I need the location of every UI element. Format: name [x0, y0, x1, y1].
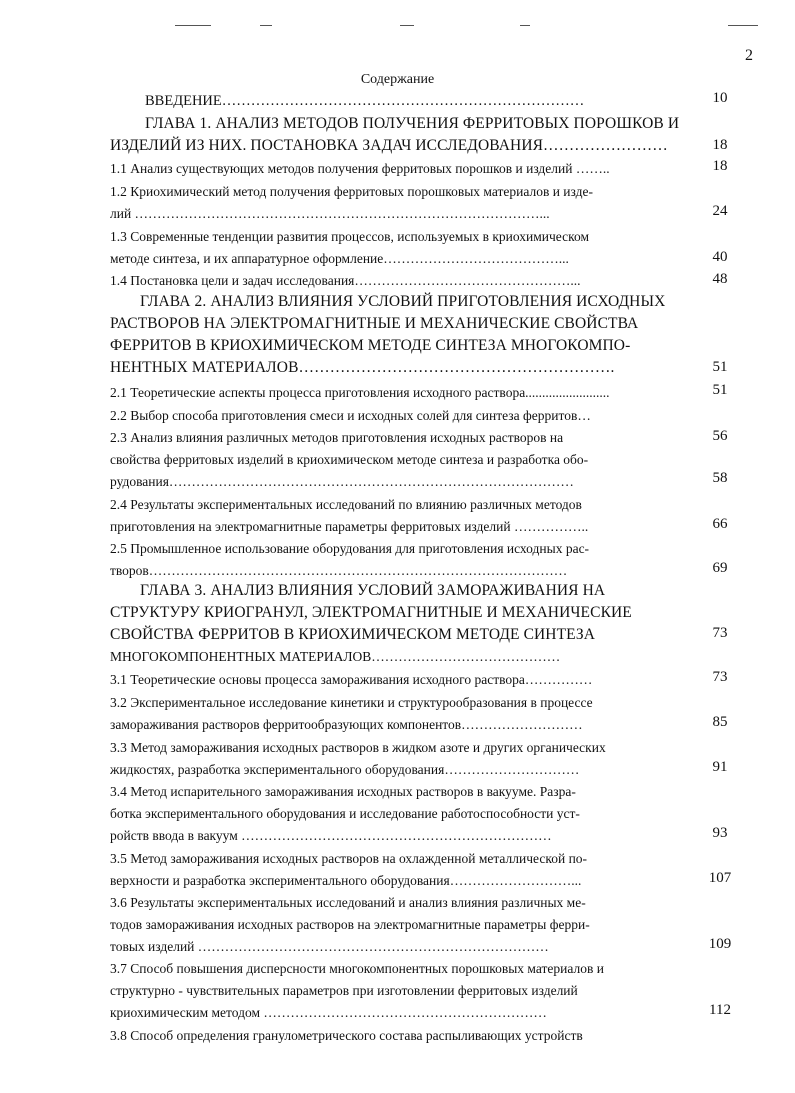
toc-3-7-line-2: структурно - чувствительных параметров при изготовлении ферритовых изделий	[110, 983, 578, 998]
toc-page-3-3: 91	[712, 759, 728, 775]
toc-intro: ВВЕДЕНИЕ…………………………………………………………………	[145, 93, 585, 109]
toc-chapter-1-line-2: ИЗДЕЛИЙ ИЗ НИХ. ПОСТАНОВКА ЗАДАЧ ИССЛЕДОВАНИЯ……………………	[110, 137, 668, 154]
toc-3-6-line-1: 3.6 Результаты экспериментальных исследований и анализ влияния различных ме-	[110, 895, 586, 910]
toc-3-3-line-1: 3.3 Метод замораживания исходных растворов в жидком азоте и других органических	[110, 740, 606, 755]
toc-3-2-line-1: 3.2 Экспериментальное исследование кинетики и структурообразования в процессе	[110, 695, 593, 710]
toc-page-3-5: 107	[708, 870, 732, 886]
toc-3-3-line-2: жидкостях, разработка экспериментального оборудования…………………………	[110, 762, 580, 777]
toc-3-7-line-1: 3.7 Способ повышения дисперсности многокомпонентных порошковых материалов и	[110, 961, 604, 976]
page-title: Содержание	[360, 72, 435, 87]
toc-chapter-2-line-1: ГЛАВА 2. АНАЛИЗ ВЛИЯНИЯ УСЛОВИЙ ПРИГОТОВЛЕНИЯ ИСХОДНЫХ	[140, 293, 666, 310]
toc-page-2-1: 51	[712, 382, 728, 398]
toc-2-5-line-2: творов…………………………………………………………………………………	[110, 563, 568, 578]
toc-2-4-line-2: приготовления на электромагнитные параметры ферритовых изделий ……………..	[110, 519, 589, 534]
toc-1-3-line-1: 1.3 Современные тенденции развития процессов, используемых в криохимическом	[110, 229, 590, 244]
toc-page-2-4: 66	[712, 516, 728, 532]
toc-page-3-7: 112	[709, 1002, 731, 1018]
toc-chapter-1-line-1: ГЛАВА 1. АНАЛИЗ МЕТОДОВ ПОЛУЧЕНИЯ ФЕРРИТОВЫХ ПОРОШКОВ И	[145, 115, 680, 132]
toc-page-intro: 10	[712, 90, 728, 106]
toc-2-3-line-3: рудования………………………………………………………………………………	[110, 474, 574, 489]
toc-chapter-2-line-4: НЕНТНЫХ МАТЕРИАЛОВ…………………………………………………….	[110, 359, 615, 376]
scan-mark-top-2	[260, 25, 272, 26]
toc-1-2-line-2: лий ………………………………………………………………………………...	[110, 206, 550, 221]
toc-3-4-line-2: ботка экспериментального оборудования и исследование работоспособности уст-	[110, 806, 580, 821]
toc-2-3-line-1: 2.3 Анализ влияния различных методов приготовления исходных растворов на	[110, 430, 564, 445]
toc-3-5-line-1: 3.5 Метод замораживания исходных растворов на охлажденной металлической по-	[110, 851, 588, 866]
toc-page-2-3-equipment: 58	[712, 470, 728, 486]
toc-3-2-line-2: замораживания растворов ферритообразующих компонентов………………………	[110, 717, 583, 732]
toc-1-2-line-1: 1.2 Криохимический метод получения ферритовых порошковых материалов и изде-	[110, 184, 593, 199]
toc-2-2: 2.2 Выбор способа приготовления смеси и исходных солей для синтеза ферритов…	[110, 408, 591, 423]
toc-page-1-2: 24	[712, 203, 728, 219]
toc-2-5-line-1: 2.5 Промышленное использование оборудования для приготовления исходных рас-	[110, 541, 590, 556]
toc-chapter-3-line-4: МНОГОКОМПОНЕНТНЫХ МАТЕРИАЛОВ……………………………………	[110, 649, 561, 664]
toc-3-1: 3.1 Теоретические основы процесса замораживания исходного раствора……………	[110, 672, 593, 687]
scan-mark-top-4	[520, 25, 530, 26]
page-number: 2	[745, 47, 753, 64]
toc-page-3-6: 109	[708, 936, 732, 952]
toc-3-5-line-2: верхности и разработка экспериментального оборудования………………………...	[110, 873, 582, 888]
toc-page-1-1: 18	[712, 158, 728, 174]
toc-page-1-3: 40	[712, 249, 728, 265]
toc-3-4-line-1: 3.4 Метод испарительного замораживания исходных растворов в вакууме. Разра-	[110, 784, 576, 799]
toc-page-chapter-3: 73	[712, 625, 728, 641]
toc-page-1-4: 48	[712, 271, 728, 287]
toc-chapter-3-line-1: ГЛАВА 3. АНАЛИЗ ВЛИЯНИЯ УСЛОВИЙ ЗАМОРАЖИВАНИЯ НА	[140, 582, 606, 599]
toc-1-1: 1.1 Анализ существующих методов получения ферритовых порошков и изделий ……..	[110, 161, 610, 176]
toc-3-7-line-3: криохимическим методом ………………………………………………………	[110, 1005, 547, 1020]
toc-page-2-5: 69	[712, 560, 728, 576]
toc-2-4-line-1: 2.4 Результаты экспериментальных исследований по влиянию различных методов	[110, 497, 582, 512]
toc-chapter-2-line-2: РАСТВОРОВ НА ЭЛЕКТРОМАГНИТНЫЕ И МЕХАНИЧЕСКИЕ СВОЙСТВА	[110, 315, 639, 332]
toc-3-6-line-3: товых изделий ……………………………………………………………………	[110, 939, 549, 954]
toc-1-3-line-2: методе синтеза, и их аппаратурное оформление…………………………………...	[110, 251, 569, 266]
scan-mark-top-3	[400, 25, 414, 26]
toc-3-8-line-1: 3.8 Способ определения гранулометрического состава распыливающих устройств	[110, 1028, 583, 1043]
toc-chapter-2-line-3: ФЕРРИТОВ В КРИОХИМИЧЕСКОМ МЕТОДЕ СИНТЕЗА МНОГОКОМПО-	[110, 337, 631, 354]
toc-page-3-2: 85	[712, 714, 728, 730]
toc-page-3-4: 93	[712, 825, 728, 841]
toc-page-chapter-1: 18	[712, 137, 728, 153]
toc-page-3-1: 73	[712, 669, 728, 685]
scan-mark-top-1	[175, 25, 211, 26]
scan-mark-top-5	[728, 25, 758, 26]
toc-2-3-line-2: свойства ферритовых изделий в криохимическом методе синтеза и разработка обо-	[110, 452, 589, 467]
toc-page-chapter-2: 51	[712, 359, 728, 375]
toc-chapter-3-line-2: СТРУКТУРУ КРИОГРАНУЛ, ЭЛЕКТРОМАГНИТНЫЕ И МЕХАНИЧЕСКИЕ	[110, 604, 632, 621]
toc-page-2-3: 56	[712, 428, 728, 444]
toc-1-4: 1.4 Постановка цели и задач исследования…………………………………………...	[110, 273, 581, 288]
toc-chapter-3-line-3: СВОЙСТВА ФЕРРИТОВ В КРИОХИМИЧЕСКОМ МЕТОДЕ СИНТЕЗА	[110, 626, 596, 643]
toc-3-6-line-2: тодов замораживания исходных растворов на электромагнитные параметры ферри-	[110, 917, 590, 932]
toc-3-4-line-3: ройств ввода в вакуум ……………………………………………………………	[110, 828, 552, 843]
toc-2-1: 2.1 Теоретические аспекты процесса приготовления исходного раствора.........................	[110, 385, 610, 400]
